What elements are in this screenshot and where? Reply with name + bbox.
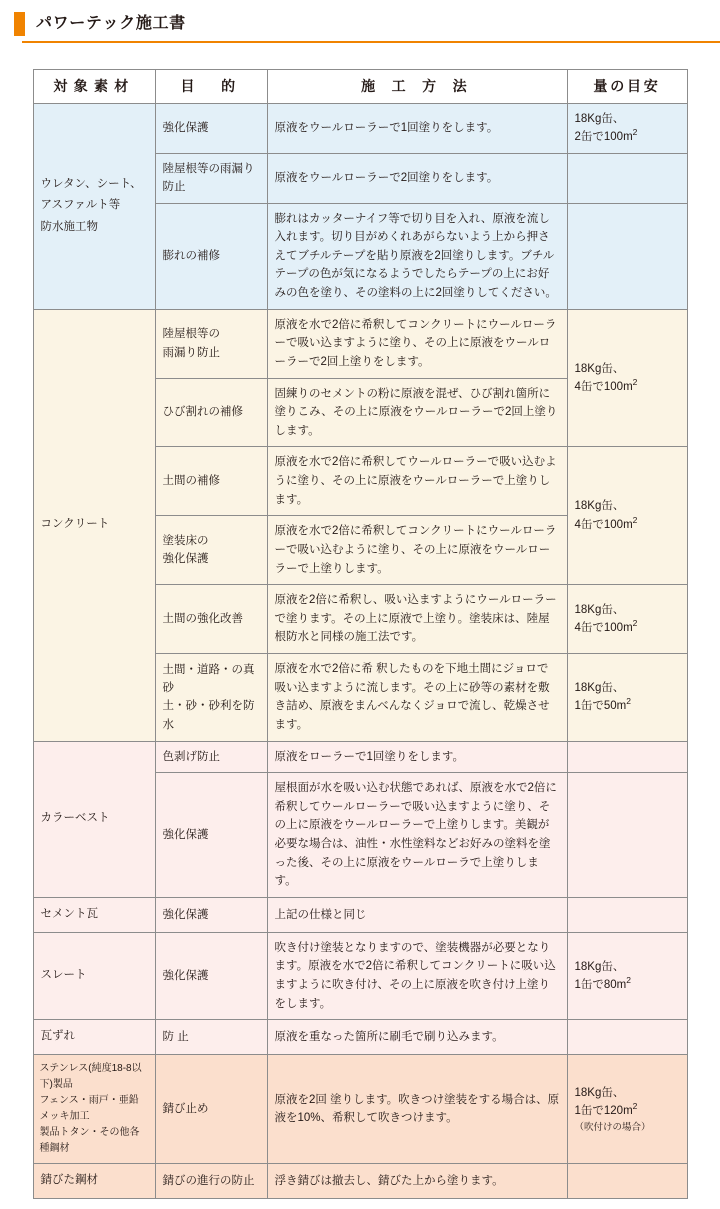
cell-amount: 18Kg缶、 4缶で$100m^2$	[567, 585, 687, 654]
cell-material: 錆びた鋼材	[33, 1164, 155, 1199]
spec-table-container	[0, 51, 720, 1209]
cell-amount: 18Kg缶、 1缶で$80m^2$	[567, 932, 687, 1020]
page-title: パワーテック施工書	[36, 15, 186, 32]
table-row	[33, 1020, 687, 1055]
cell-amount	[567, 203, 687, 309]
cell-method: 浮き錆びは撤去し、錆びた上から塗ります。	[267, 1164, 567, 1199]
cell-material: コンクリート	[33, 309, 155, 741]
table-row	[33, 104, 687, 154]
table-row	[33, 897, 687, 932]
cell-method: 原液を2倍に希釈し、吸い込ますようにウールローラーで塗ります。その上に原液で上塗り。塗装床は、陸屋根防水と同様の施工法です。	[267, 585, 567, 654]
cell-purpose: 強化保護	[155, 773, 267, 898]
cell-material: カラーベスト	[33, 741, 155, 897]
cell-method: 原液を水で2倍に希釈してコンクリートにウールローラーで吸い込むように塗り、その上に原液をウールローラーで上塗りします。	[267, 516, 567, 585]
page-header	[0, 0, 720, 51]
column-header-amount: 量の目安	[567, 70, 687, 104]
cell-purpose: 強化保護	[155, 897, 267, 932]
cell-material: ウレタン、シート、 アスファルト等 防水施工物	[33, 104, 155, 310]
cell-purpose: 陸屋根等の 雨漏り防止	[155, 309, 267, 378]
cell-purpose: 膨れの補修	[155, 203, 267, 309]
cell-method: 原液を重なった箇所に刷毛で刷り込みます。	[267, 1020, 567, 1055]
header-accent-bar	[14, 12, 25, 36]
cell-amount	[567, 1020, 687, 1055]
cell-purpose: 塗装床の 強化保護	[155, 516, 267, 585]
table-head	[33, 70, 687, 104]
cell-method: 屋根面が水を吸い込む状態であれば、原液を水で2倍に希釈してウールローラーで吸い込ますように塗り、その上に原液をウールローラーで上塗りします。美観が必要な場合は、油性・水性塗料などお好みの塗料を塗った後、その上に原液をウールローラで上塗りします。	[267, 773, 567, 898]
table-row	[33, 1055, 687, 1164]
cell-method: 原液を水で2倍に希釈してウールローラーで吸い込むように塗り、その上に原液をウールローラーで上塗りします。	[267, 447, 567, 516]
cell-purpose: ひび割れの補修	[155, 378, 267, 447]
cell-amount: 18Kg缶、 4缶で$100m^2$	[567, 309, 687, 447]
construction-spec-table	[33, 69, 688, 1199]
table-header-row	[33, 70, 687, 104]
cell-purpose: 防 止	[155, 1020, 267, 1055]
cell-amount	[567, 1164, 687, 1199]
header-divider	[22, 41, 720, 43]
cell-amount: 18Kg缶、 1缶で$50m^2$	[567, 654, 687, 742]
cell-purpose: 陸屋根等の雨漏り防止	[155, 153, 267, 203]
cell-amount	[567, 773, 687, 898]
column-header-purpose: 目 的	[155, 70, 267, 104]
cell-amount: 18Kg缶、 4缶で$100m^2$	[567, 447, 687, 585]
table-row	[33, 1164, 687, 1199]
column-header-method: 施 工 方 法	[267, 70, 567, 104]
column-header-material: 対象素材	[33, 70, 155, 104]
cell-amount: 18Kg缶、 2缶で$100m^2$	[567, 104, 687, 154]
cell-method: 原液を水で2倍に希 釈したものを下地土間にジョロで吸い込ますように流します。その上に砂等の素材を敷き詰め、原液をまんべんなくジョロで流し、乾燥させます。	[267, 654, 567, 742]
cell-purpose: 土間・道路・の真砂 土・砂・砂利を防水	[155, 654, 267, 742]
cell-method: 原液を水で2倍に希釈してコンクリートにウールローラーで吸い込ますように塗り、その上に原液をウールローラーで2回上塗りをします。	[267, 309, 567, 378]
table-body	[33, 104, 687, 1199]
cell-purpose: 色剥げ防止	[155, 741, 267, 773]
cell-amount	[567, 741, 687, 773]
cell-method: 原液を2回 塗りします。吹きつけ塗装をする場合は、原液を10%、希釈して吹きつけます。	[267, 1055, 567, 1164]
cell-method: 原液をウールローラーで2回塗りをします。	[267, 153, 567, 203]
cell-method: 固練りのセメントの粉に原液を混ぜ、ひび割れ箇所に塗りこみ、その上に原液をウールローラーで2回上塗りします。	[267, 378, 567, 447]
cell-method: 上記の仕様と同じ	[267, 897, 567, 932]
table-row	[33, 932, 687, 1020]
table-row	[33, 309, 687, 378]
cell-purpose: 強化保護	[155, 932, 267, 1020]
cell-purpose: 土間の強化改善	[155, 585, 267, 654]
cell-amount	[567, 897, 687, 932]
cell-purpose: 土間の補修	[155, 447, 267, 516]
cell-purpose: 強化保護	[155, 104, 267, 154]
table-row	[33, 741, 687, 773]
cell-purpose: 錆び止め	[155, 1055, 267, 1164]
cell-method: 原液をウールローラーで1回塗りをします。	[267, 104, 567, 154]
cell-method: 膨れはカッターナイフ等で切り目を入れ、原液を流し入れます。切り目がめくれあがらないよう上から押さえてブチルテープを貼り原液を2回塗りします。ブチルテープの色が気になるようでしたらテープの上にお好みの色を塗り、その塗料の上に2回塗りしてください。	[267, 203, 567, 309]
cell-purpose: 錆びの進行の防止	[155, 1164, 267, 1199]
cell-amount	[567, 153, 687, 203]
cell-material: スレート	[33, 932, 155, 1020]
cell-method: 原液をローラーで1回塗りをします。	[267, 741, 567, 773]
cell-material: セメント瓦	[33, 897, 155, 932]
cell-method: 吹き付け塗装となりますので、塗装機器が必要となります。原液を水で2倍に希釈してコンクリートに吸い込ますように吹き付け、その上に原液を吹き付け上塗りをします。	[267, 932, 567, 1020]
cell-material: ステンレス(純度18-8以下)製品 フェンス・雨戸・亜鉛メッキ加工 製品トタン・その他各種鋼材	[33, 1055, 155, 1164]
cell-material: 瓦ずれ	[33, 1020, 155, 1055]
cell-amount: 18Kg缶、 1缶で$120m^2$ （吹付けの場合）	[567, 1055, 687, 1164]
